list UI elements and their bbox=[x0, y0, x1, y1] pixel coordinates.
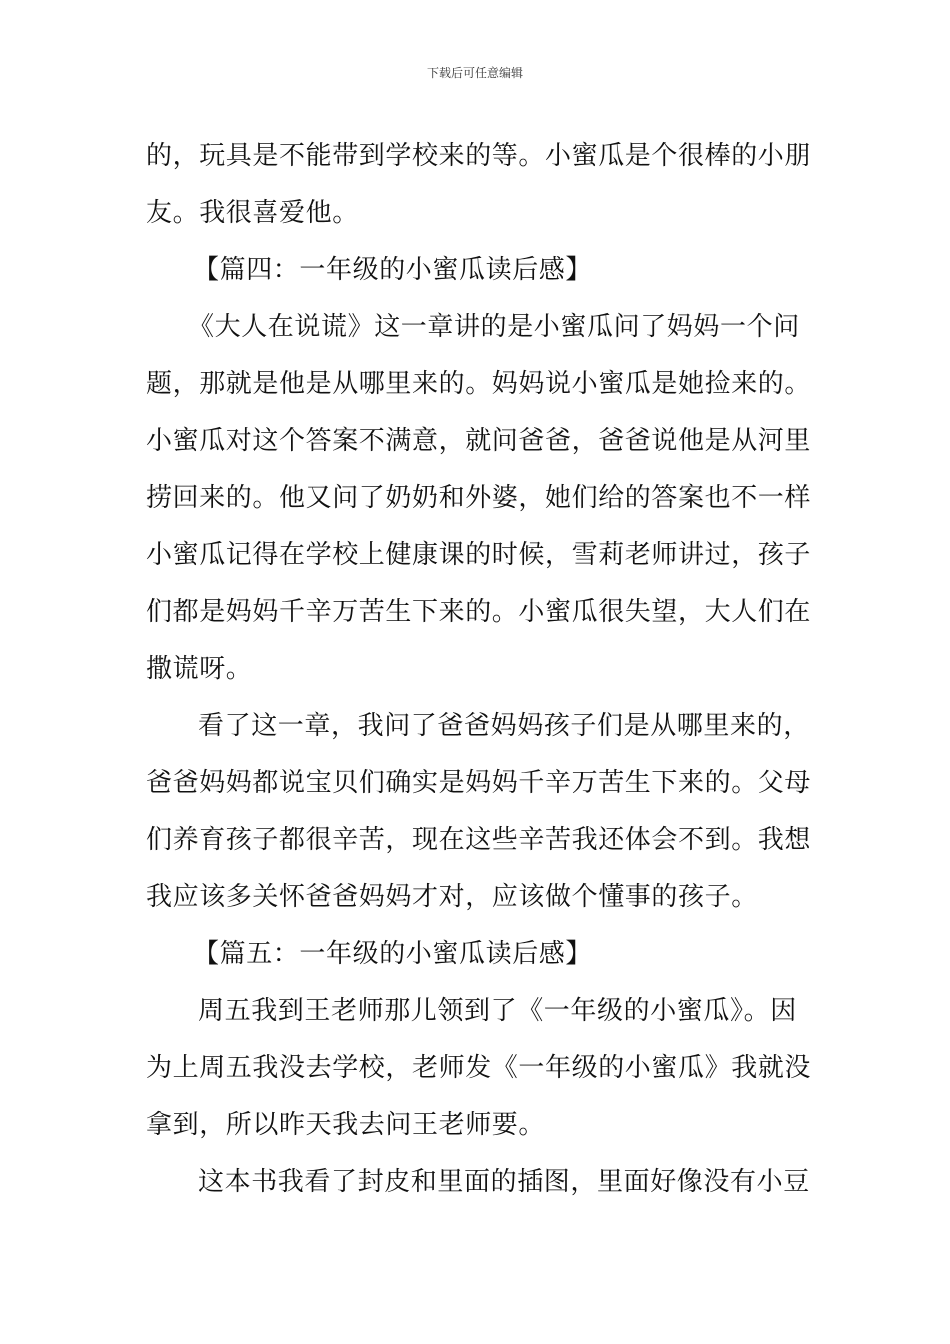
text-line: 们都是妈妈千辛万苦生下来的。小蜜瓜很失望，大人们在 bbox=[146, 597, 812, 627]
text-line: 看了这一章，我问了爸爸妈妈孩子们是从哪里来的， bbox=[198, 711, 810, 741]
text-line: 小蜜瓜记得在学校上健康课的时候，雪莉老师讲过，孩子 bbox=[146, 540, 812, 570]
text-line: 撒谎呀。 bbox=[146, 654, 253, 684]
text-line: 为上周五我没去学校，老师发《一年级的小蜜瓜》我就没 bbox=[146, 1053, 812, 1083]
text-line: 捞回来的。他又问了奶奶和外婆，她们给的答案也不一样 bbox=[146, 483, 812, 513]
text-line: 爸爸妈妈都说宝贝们确实是妈妈千辛万苦生下来的。父母 bbox=[146, 768, 812, 798]
document-body bbox=[146, 128, 812, 1211]
text-line: 这本书我看了封皮和里面的插图，里面好像没有小豆 bbox=[198, 1167, 810, 1197]
text-line: 题，那就是他是从哪里来的。妈妈说小蜜瓜是她捡来的。 bbox=[146, 369, 812, 399]
text-line: 《大人在说谎》这一章讲的是小蜜瓜问了妈妈一个问 bbox=[188, 312, 800, 342]
section-heading: 【篇四：一年级的小蜜瓜读后感】 bbox=[193, 255, 593, 285]
section-heading: 【篇五：一年级的小蜜瓜读后感】 bbox=[193, 939, 593, 969]
text-line: 周五我到王老师那儿领到了《一年级的小蜜瓜》。因 bbox=[198, 996, 797, 1026]
text-line: 我应该多关怀爸爸妈妈才对，应该做个懂事的孩子。 bbox=[146, 882, 758, 912]
text-line: 拿到，所以昨天我去问王老师要。 bbox=[146, 1110, 546, 1140]
text-line: 友。我很喜爱他。 bbox=[146, 198, 359, 228]
text-line: 小蜜瓜对这个答案不满意，就问爸爸，爸爸说他是从河里 bbox=[146, 426, 812, 456]
text-line: 的，玩具是不能带到学校来的等。小蜜瓜是个很棒的小朋 bbox=[146, 141, 812, 171]
page-header: 下载后可任意编辑 bbox=[426, 66, 523, 80]
text-line: 们养育孩子都很辛苦，现在这些辛苦我还体会不到。我想 bbox=[146, 825, 812, 855]
